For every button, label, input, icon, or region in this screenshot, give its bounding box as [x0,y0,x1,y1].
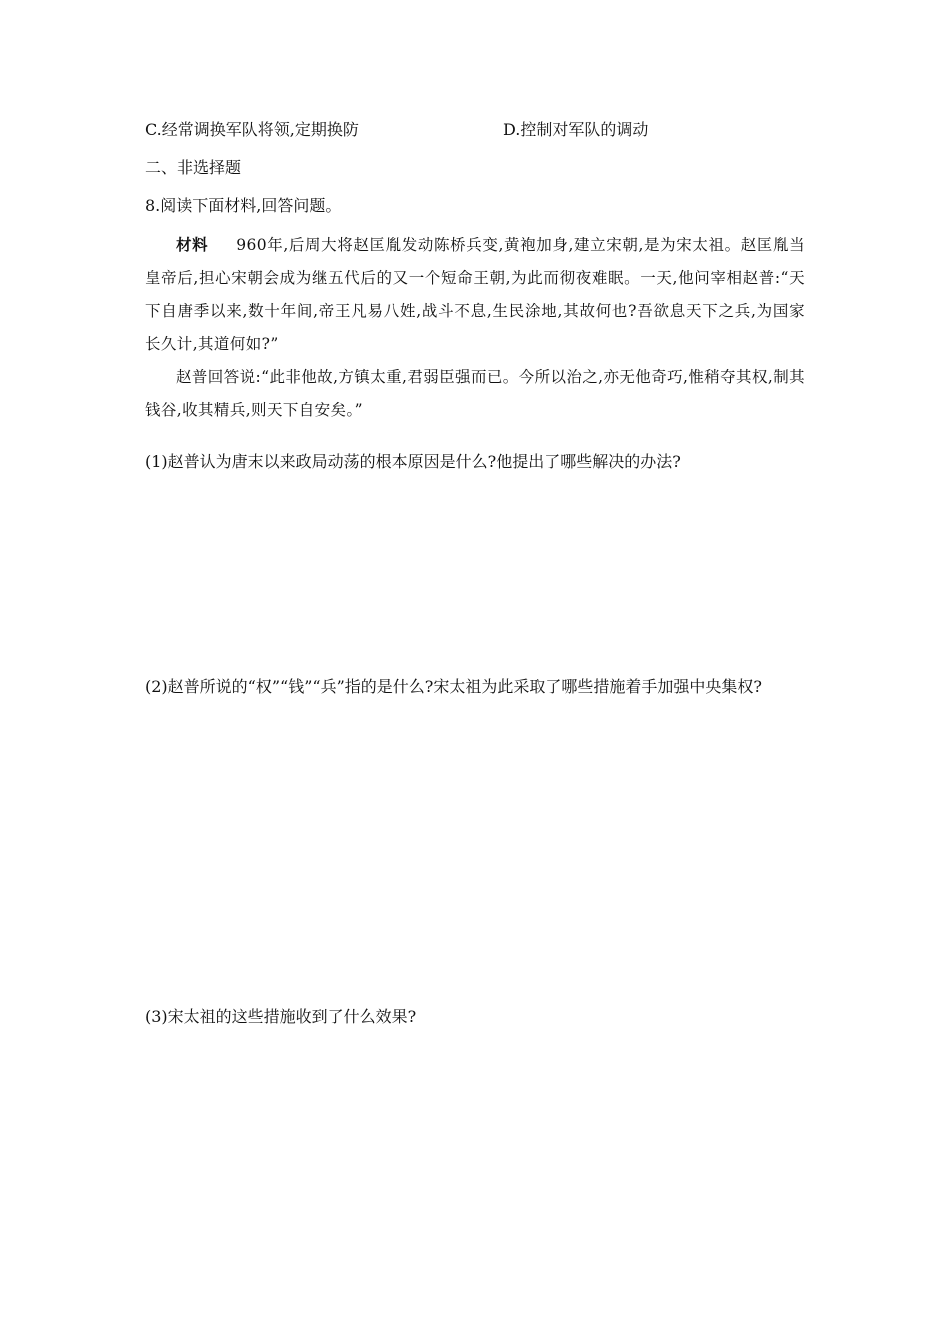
section-title: 二、非选择题 [145,158,242,177]
material-label: 材料 [176,235,209,254]
option-d: D.控制对军队的调动 [503,120,649,139]
material-paragraph-2: 赵普回答说:“此非他故,方镇太重,君弱臣强而已。今所以治之,亦无他奇巧,惟稍夺其权,制其钱谷,收其精兵,则天下自安矣。” [145,368,805,419]
sub-question-3: (3)宋太祖的这些措施收到了什么效果? [145,1007,417,1026]
sub-question-1: (1)赵普认为唐末以来政局动荡的根本原因是什么?他提出了哪些解决的办法? [145,452,681,471]
option-c: C.经常调换军队将领,定期换防 [145,120,359,139]
material-text-1: 960年,后周大将赵匡胤发动陈桥兵变,黄袍加身,建立宋朝,是为宋太祖。赵匡胤当皇帝后,担心宋朝会成为继五代后的又一个短命王朝,为此而彻夜难眠。一天,他问宰相赵普:“天下自唐季以来,数十年间,帝王凡易八姓,战斗不息,生民涂地,其故何也?吾欲息天下之兵,为国家长久计,其道何如?” [145,236,805,353]
material-block [145,228,805,427]
sub-question-2: (2)赵普所说的“权”“钱”“兵”指的是什么?宋太祖为此采取了哪些措施着手加强中央集权? [145,677,762,696]
material-paragraph-1 [145,228,805,361]
question-8-stem: 8.阅读下面材料,回答问题。 [145,196,342,215]
